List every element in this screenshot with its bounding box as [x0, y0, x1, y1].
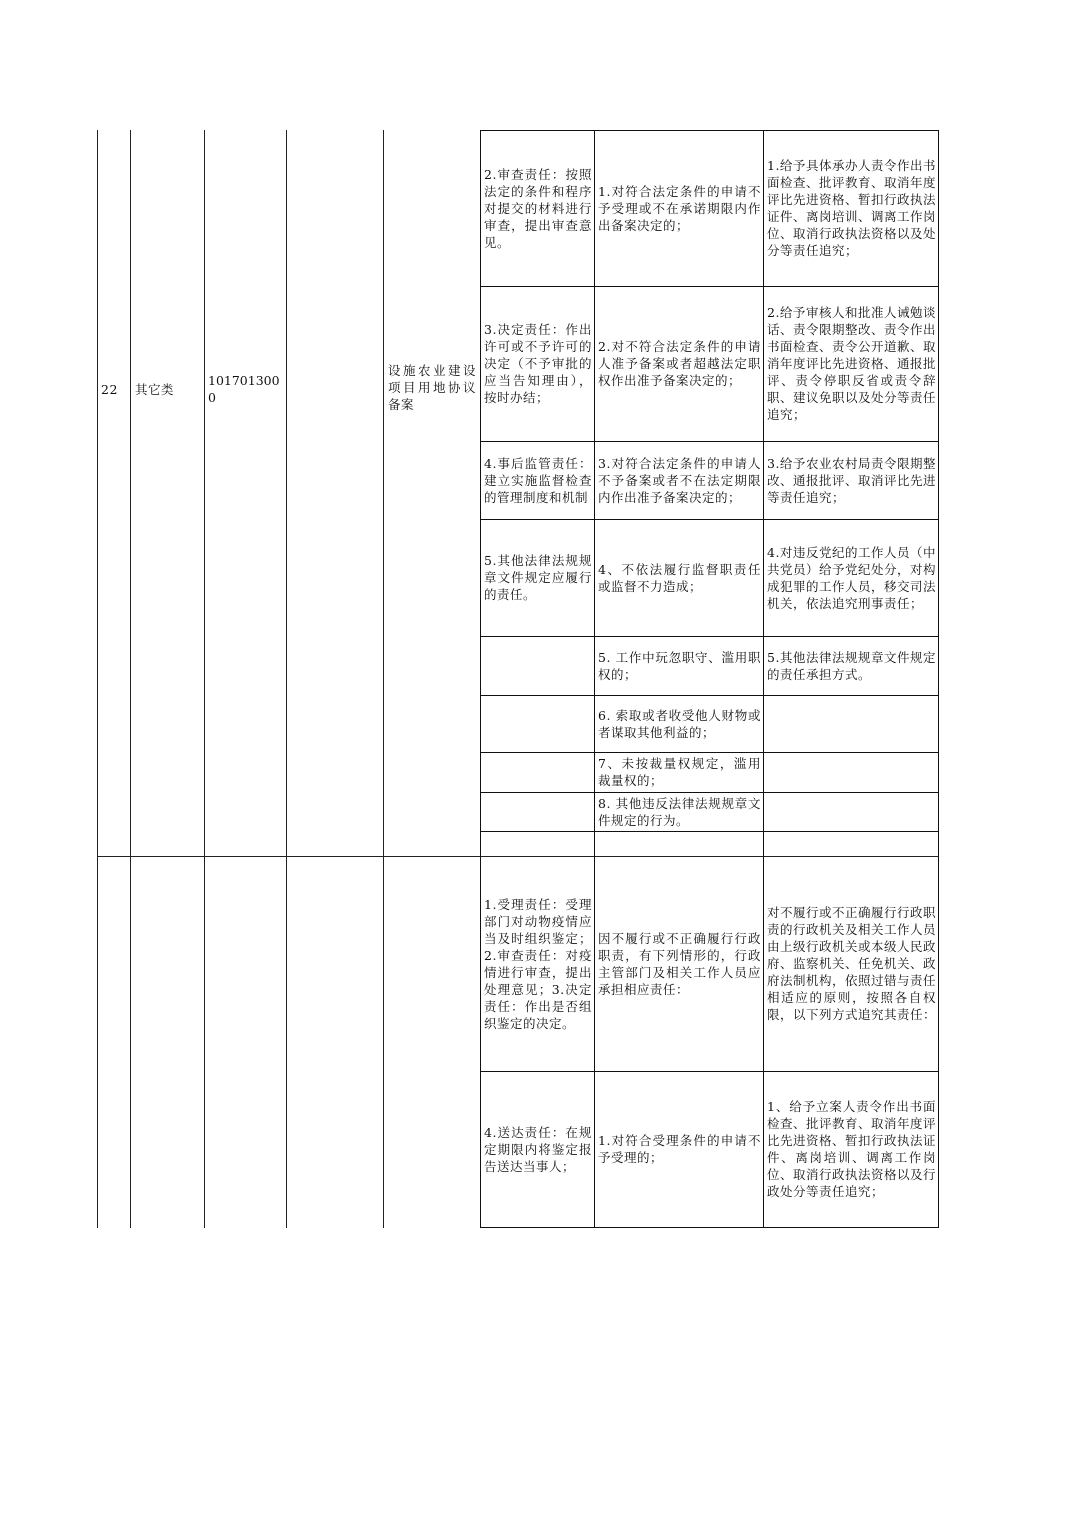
accountability-text: 2.给予审核人和批准人诫勉谈话、责令限期整改、责令作出书面检查、责令公开道歉、取消年度评比先进资格、通报批评、责令停职反省或责令辞职、建议免职以及处分等责任追究；	[767, 305, 937, 422]
duty-text: 4.事后监管责任：建立实施监督检查的管理制度和机制	[484, 455, 592, 505]
situation-cell	[598, 443, 761, 517]
accountability-text: 对不履行或不正确履行行政职责的行政机关及相关工作人员由上级行政机关或本级人民政府、监察机关、任免机关、政府法制机构，依照过错与责任相适应的原则，按照各自权限，以下列方式追究其责任：	[767, 905, 937, 1022]
situation-cell	[598, 697, 761, 750]
accountability-cell	[767, 521, 936, 634]
duty-text: 4.送达责任：在规定期限内将鉴定报告送达当事人；	[484, 1124, 592, 1174]
h-1071	[480, 1071, 939, 1072]
situation-text: 1.对符合受理条件的申请不予受理的；	[598, 1133, 761, 1165]
grid-line-right-c	[763, 130, 764, 1228]
h-752	[480, 752, 939, 753]
h-636	[480, 636, 939, 637]
item-code-text: 1017013000	[208, 373, 280, 405]
category-text: 其它类	[135, 381, 175, 397]
item-name: 设施农业建设项目用地协议备案	[388, 363, 476, 412]
situation-text: 3.对符合法定条件的申请人不予备案或者不在法定期限内作出准予备案决定的；	[598, 455, 761, 505]
h-441	[480, 441, 939, 442]
h-792	[480, 792, 939, 793]
duty-cell	[484, 1073, 592, 1225]
grid-line-right-b	[594, 130, 595, 1228]
situation-text: 8. 其他违反法律法规规章文件规定的行为。	[598, 795, 761, 828]
situation-cell	[598, 858, 761, 1069]
accountability-cell	[767, 1073, 936, 1225]
h-1227	[480, 1227, 939, 1228]
situation-text: 4、不依法履行监督职责任或监督不力造成；	[598, 561, 761, 594]
accountability-cell	[767, 858, 936, 1069]
h-695	[480, 695, 939, 696]
accountability-text: 4.对违反党纪的工作人员（中共党员）给予党纪处分，对构成犯罪的工作人员，移交司法机关，依法追究刑事责任；	[767, 544, 937, 611]
situation-text: 7、未按裁量权规定，滥用裁量权的；	[598, 756, 761, 788]
situation-text: 6. 索取或者收受他人财物或者谋取其他利益的；	[598, 707, 761, 740]
situation-text: 1.对符合法定条件的申请不予受理或不在承诺期限内作出备案决定的；	[598, 183, 761, 233]
situation-text: 5. 工作中玩忽职守、滥用职权的；	[598, 649, 761, 682]
h-519	[480, 519, 939, 520]
duty-cell	[484, 521, 592, 634]
col-line-5	[383, 130, 384, 1228]
item-code	[208, 372, 284, 406]
grid-line-right-d	[938, 130, 939, 1228]
accountability-cell	[767, 443, 936, 517]
col-line-3	[204, 130, 205, 1228]
situation-cell	[598, 754, 761, 790]
category	[135, 372, 201, 406]
accountability-cell	[767, 288, 936, 439]
situation-cell	[598, 638, 761, 693]
accountability-text: 1.给予具体承办人责令作出书面检查、批评教育、取消年度评比先进资格、暂扣行政执法证件、离岗培训、调离工作岗位、取消行政执法资格以及处分等责任追究；	[767, 158, 937, 258]
situation-cell	[598, 1073, 761, 1225]
accountability-text: 5.其他法律法规规章文件规定的责任承担方式。	[767, 649, 936, 682]
h-130	[480, 130, 939, 131]
col-line-4	[286, 130, 287, 1228]
col-line-2	[130, 130, 131, 1228]
duty-cell	[484, 858, 592, 1069]
situation-text: 2.对不符合法定条件的申请人准予备案或者超越法定职权作出准予备案决定的；	[598, 339, 761, 388]
accountability-cell	[767, 132, 936, 284]
situation-cell	[598, 794, 761, 829]
situation-cell	[598, 288, 761, 439]
duty-cell	[484, 288, 592, 439]
duty-cell	[484, 132, 592, 284]
h-831	[480, 831, 939, 832]
duty-text: 1.受理责任：受理部门对动物疫情应当及时组织鉴定；2.审查责任：对疫情进行审查，提出处理意见；3.决定责任：作出是否组织鉴定的决定。	[484, 896, 592, 1031]
situation-cell	[598, 521, 761, 634]
duty-cell	[484, 443, 592, 517]
col-line-1	[97, 130, 98, 1228]
duty-text: 2.审查责任：按照法定的条件和程序对提交的材料进行审查，提出审查意见。	[484, 166, 592, 250]
duty-cell	[484, 638, 592, 693]
grid-line-right-a	[480, 130, 481, 1228]
duty-text: 5.其他法律法规规章文件规定应履行的责任。	[484, 553, 592, 602]
accountability-text: 3.给予农业农村局责令限期整改、通报批评、取消评比先进等责任追究；	[767, 455, 937, 505]
situation-text: 因不履行或不正确履行行政职责，有下列情形的，行政主管部门及相关工作人员应承担相应责任：	[598, 930, 761, 997]
duty-text: 3.决定责任：作出许可或不予许可的决定（不予审批的应当告知理由），按时办结；	[484, 322, 592, 405]
accountability-cell	[767, 638, 936, 693]
row-separator	[97, 856, 939, 857]
accountability-text: 1、给予立案人责令作出书面检查、批评教育、取消年度评比先进资格、暂扣行政执法证件、离岗培训、调离工作岗位、取消行政执法资格以及行政处分等责任追究；	[767, 1099, 937, 1199]
seq-number-text: 22	[101, 381, 118, 397]
seq-number	[101, 372, 127, 406]
situation-cell	[598, 132, 761, 284]
h-286	[480, 286, 939, 287]
